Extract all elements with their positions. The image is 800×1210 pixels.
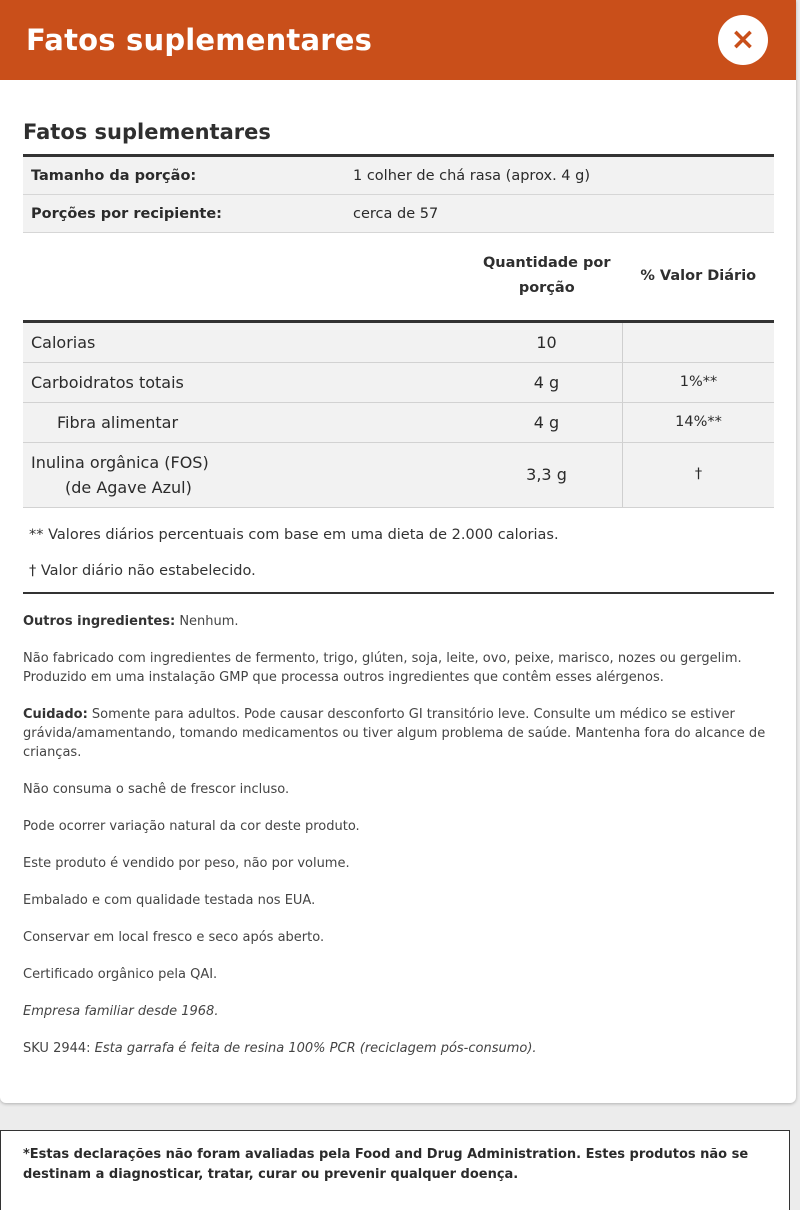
caution-label: Cuidado: bbox=[23, 706, 88, 722]
row-name: Carboidratos totais bbox=[23, 362, 471, 402]
allergen-statement: Não fabricado com ingredientes de fermento, trigo, glúten, soja, leite, ovo, peixe, marisco, nozes ou gergelim. Produzido em uma instalação GMP que processa outros ingredientes que contêm esses alérgenos. bbox=[23, 650, 742, 685]
header-amount bbox=[471, 233, 623, 321]
note-color: Pode ocorrer variação natural da cor deste produto. bbox=[23, 818, 360, 834]
serving-size-value: 1 colher de chá rasa (aprox. 4 g) bbox=[345, 156, 774, 195]
row-dv: 1%** bbox=[623, 362, 775, 402]
serving-table bbox=[23, 154, 774, 233]
servings-per-container-row bbox=[23, 195, 774, 233]
servings-label: Porções por recipiente: bbox=[23, 195, 345, 233]
modal-content bbox=[0, 120, 796, 1058]
row-amount: 3,3 g bbox=[471, 442, 623, 507]
caution-value: Somente para adultos. Pode causar desconforto GI transitório leve. Consulte um médico se estiver grávida/amamentando, tomando medicamentos ou tiver algum problema de saúde. Mantenha fora do alcance de crianças. bbox=[23, 706, 766, 760]
row-dv: 14%** bbox=[623, 402, 775, 442]
other-ingredients-label: Outros ingredientes: bbox=[23, 613, 176, 629]
table-row bbox=[23, 321, 774, 362]
table-row bbox=[23, 362, 774, 402]
table-row bbox=[23, 442, 774, 507]
sku-label: SKU 2944: bbox=[23, 1040, 91, 1056]
facts-title: Fatos suplementares bbox=[23, 120, 271, 144]
row-name-line2: (de Agave Azul) bbox=[65, 477, 192, 497]
row-amount: 10 bbox=[471, 321, 623, 362]
note-family-text: Empresa familiar desde 1968. bbox=[23, 1003, 219, 1019]
note-storage: Conservar em local fresco e seco após aberto. bbox=[23, 929, 325, 945]
nutrition-table bbox=[23, 233, 774, 508]
header-amount-line2: porção bbox=[518, 280, 575, 297]
footnote-daily-values: ** Valores diários percentuais com base em uma dieta de 2.000 calorias. bbox=[29, 526, 559, 543]
serving-size-row bbox=[23, 156, 774, 195]
footnote-not-established: † Valor diário não estabelecido. bbox=[29, 562, 256, 579]
row-dv: † bbox=[623, 442, 775, 507]
caution bbox=[23, 705, 774, 762]
fda-disclaimer: *Estas declarações não foram avaliadas pela Food and Drug Administration. Estes produtos não se destinam a diagnosticar, tratar, curar ou prevenir qualquer doença. bbox=[0, 1130, 790, 1210]
servings-value: cerca de 57 bbox=[345, 195, 774, 233]
close-icon: × bbox=[730, 22, 756, 57]
modal-title: Fatos suplementares bbox=[26, 23, 373, 57]
sku-value: Esta garrafa é feita de resina 100% PCR (reciclagem pós-consumo). bbox=[90, 1040, 537, 1056]
row-name-line1: Inulina orgânica (FOS) bbox=[31, 452, 209, 472]
close-button[interactable] bbox=[718, 15, 768, 65]
header-name-col bbox=[23, 233, 471, 321]
modal-header bbox=[0, 0, 796, 80]
note-weight: Este produto é vendido por peso, não por volume. bbox=[23, 855, 350, 871]
product-details bbox=[23, 594, 774, 1058]
sku-note bbox=[23, 1039, 774, 1058]
footnotes bbox=[23, 508, 774, 594]
table-row bbox=[23, 402, 774, 442]
other-ingredients-value: Nenhum. bbox=[175, 613, 239, 629]
note-sachet: Não consuma o sachê de frescor incluso. bbox=[23, 781, 290, 797]
serving-size-label: Tamanho da porção: bbox=[23, 156, 345, 195]
row-amount: 4 g bbox=[471, 362, 623, 402]
nutrition-table-header bbox=[23, 233, 774, 321]
note-packaged: Embalado e com qualidade testada nos EUA. bbox=[23, 892, 316, 908]
header-amount-line1: Quantidade por bbox=[482, 255, 611, 272]
note-family bbox=[23, 1002, 774, 1021]
row-dv bbox=[623, 321, 775, 362]
row-name bbox=[23, 442, 471, 507]
header-dv: % Valor Diário bbox=[623, 233, 775, 321]
row-name: Fibra alimentar bbox=[23, 402, 471, 442]
row-name: Calorias bbox=[23, 321, 471, 362]
other-ingredients bbox=[23, 612, 774, 631]
row-amount: 4 g bbox=[471, 402, 623, 442]
note-certified: Certificado orgânico pela QAI. bbox=[23, 966, 218, 982]
